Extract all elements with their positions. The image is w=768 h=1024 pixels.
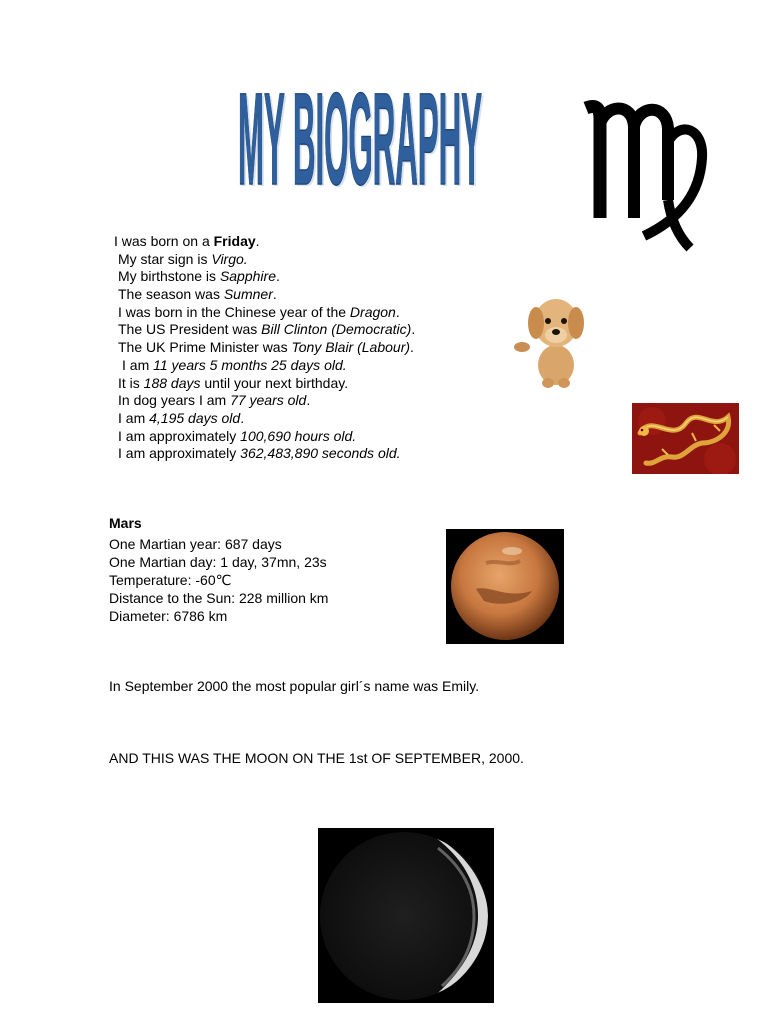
fact-suffix: until your next birthday.	[200, 374, 349, 391]
fact-suffix: .	[272, 286, 277, 303]
fact-suffix: .	[275, 268, 280, 285]
fact-suffix: .	[240, 409, 245, 426]
moon-sentence: AND THIS WAS THE MOON ON THE 1st OF SEPTEMBER, 2000.	[109, 750, 524, 766]
fact-prefix: The UK Prime Minister was	[118, 339, 292, 356]
fact-value: Virgo.	[211, 250, 248, 267]
fact-line	[112, 304, 532, 322]
fact-value: Dragon	[349, 303, 396, 320]
page-title-shadow: MY BIOGRAPHY	[240, 67, 484, 192]
fact-prefix: I am approximately	[118, 427, 241, 444]
fact-prefix: The US President was	[118, 321, 262, 338]
fact-value: 4,195 days old	[149, 409, 241, 426]
fact-prefix: I am approximately	[118, 445, 241, 462]
fact-line	[112, 268, 532, 286]
fact-value: 77 years old	[230, 392, 307, 409]
fact-prefix: I was born on a	[114, 233, 214, 249]
fact-value: Friday	[213, 233, 256, 249]
fact-line	[112, 392, 532, 410]
page-title	[232, 52, 488, 192]
fact-value: 188 days	[143, 374, 201, 391]
fact-line	[112, 375, 532, 393]
fact-value: 362,483,890 seconds old.	[240, 445, 401, 462]
fact-value: Tony Blair (Labour)	[291, 339, 411, 356]
biography-facts	[112, 233, 532, 463]
fact-value: Sumner	[223, 286, 273, 303]
fact-prefix: I am	[122, 356, 154, 373]
fact-prefix: My star sign is	[118, 250, 212, 267]
fact-line	[112, 339, 532, 357]
fact-suffix: .	[306, 392, 311, 409]
fact-prefix: I am	[118, 409, 150, 426]
mars-fact: One Martian day: 1 day, 37mn, 23s	[109, 554, 327, 570]
popular-name-sentence: In September 2000 the most popular girl´s name was Emily.	[109, 678, 480, 694]
moon-photo	[318, 828, 494, 1003]
mars-section	[109, 514, 439, 625]
fact-suffix: .	[255, 233, 260, 249]
page-title-text: MY BIOGRAPHY	[238, 65, 482, 192]
fact-suffix: .	[410, 339, 414, 356]
puppy-photo	[512, 289, 594, 389]
fact-line	[112, 428, 532, 446]
fact-line	[112, 321, 532, 339]
mars-photo	[446, 529, 564, 644]
fact-value: Bill Clinton (Democratic)	[261, 321, 412, 338]
mars-heading: Mars	[109, 515, 142, 531]
virgo-symbol-icon	[582, 96, 710, 252]
mars-fact: Distance to the Sun: 228 million km	[109, 590, 329, 606]
fact-line	[112, 357, 532, 375]
mars-fact: Diameter: 6786 km	[109, 608, 228, 624]
fact-prefix: The season was	[118, 286, 224, 303]
dragon-picture	[632, 403, 739, 474]
fact-value: 11 years 5 months 25 days old.	[153, 356, 347, 373]
fact-line	[112, 410, 532, 428]
fact-prefix: In dog years I am	[118, 392, 231, 409]
fact-value: Sapphire	[219, 268, 276, 285]
fact-prefix: I was born in the Chinese year of the	[118, 303, 350, 320]
fact-suffix: .	[395, 303, 400, 320]
fact-line	[112, 251, 532, 269]
mars-fact: One Martian year: 687 days	[109, 536, 282, 552]
fact-line	[112, 286, 532, 304]
mars-fact: Temperature: -60℃	[109, 572, 232, 588]
fact-suffix: .	[411, 321, 416, 338]
fact-prefix: It is	[118, 374, 144, 391]
fact-line	[112, 233, 532, 251]
fact-line	[112, 445, 532, 463]
fact-value: 100,690 hours old.	[240, 427, 357, 444]
fact-prefix: My birthstone is	[118, 268, 220, 285]
